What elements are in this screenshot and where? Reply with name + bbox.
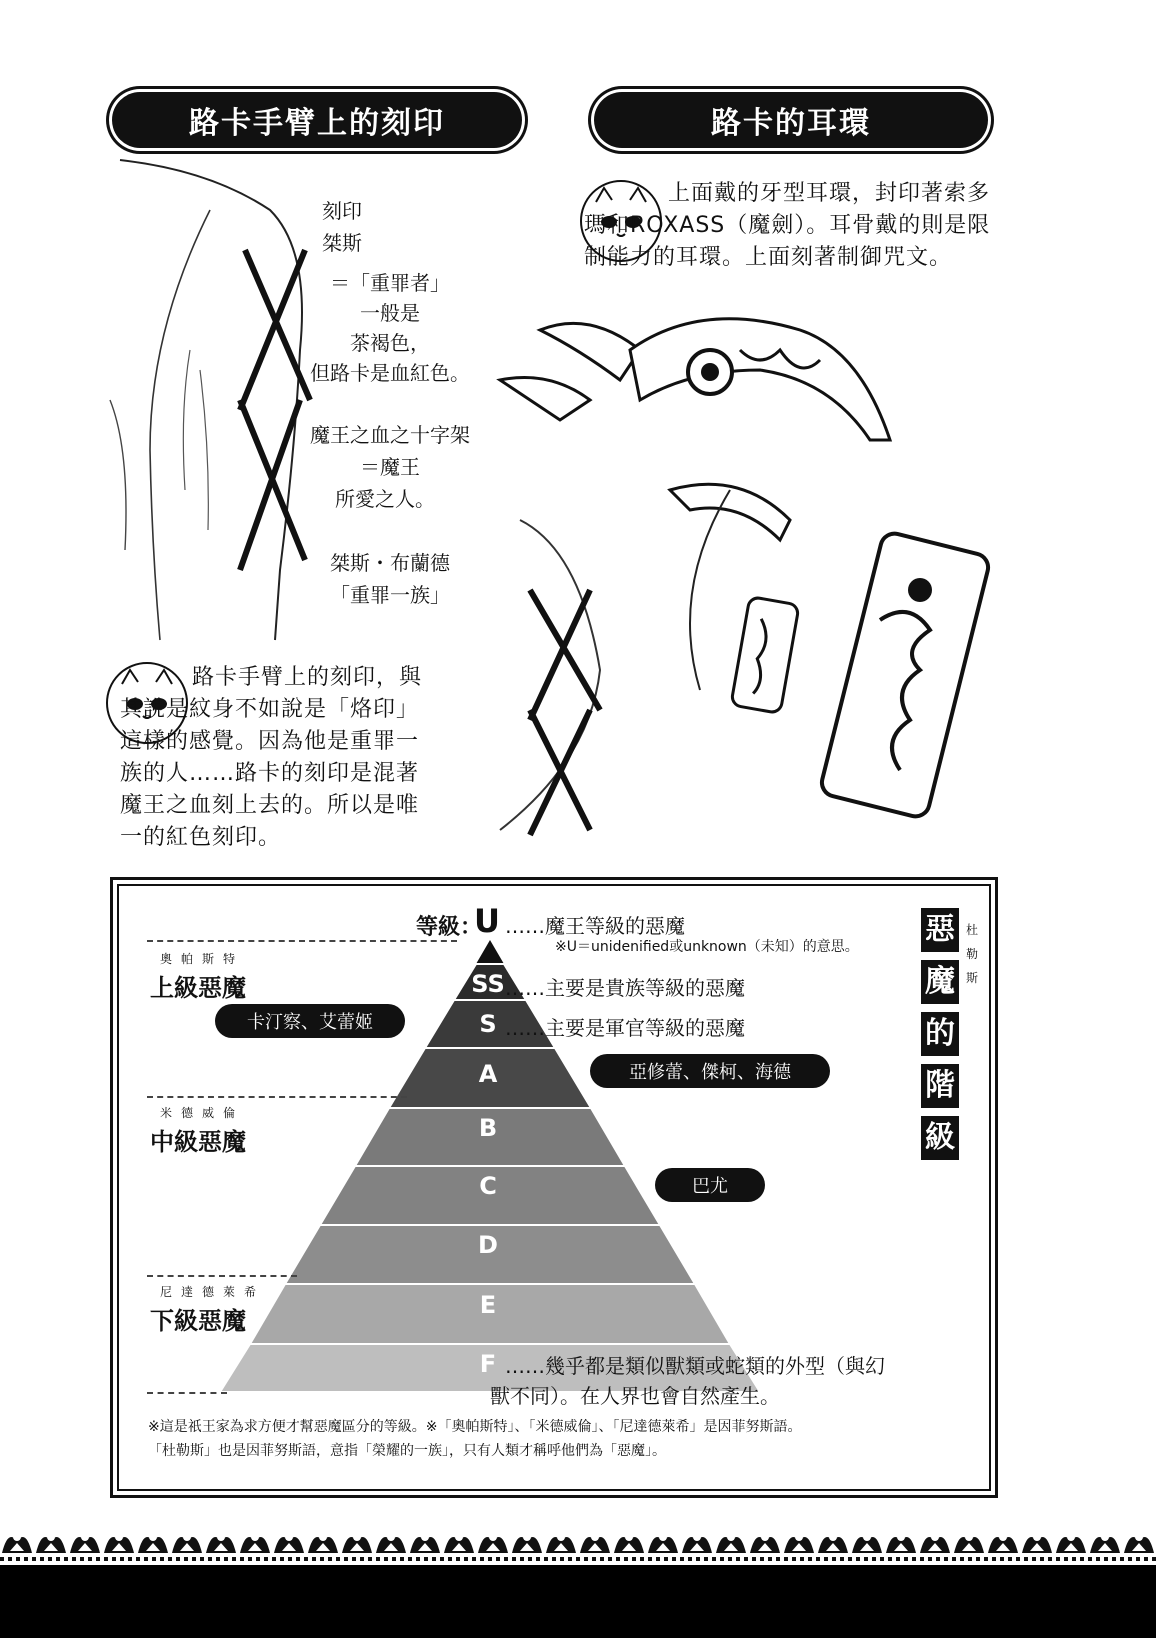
footnote-line1: ※這是祇王家為求方便才幫惡魔區分的等級。※「奧帕斯特」、「米德威倫」、「尼達德萊希」是因菲努斯語。 (148, 1419, 802, 1435)
side-title-4: 階 (921, 1064, 959, 1108)
rank-upper-ruby: 奧帕斯特 (160, 952, 245, 966)
pill-s-rank-names: 卡汀察、艾蕾姬 (215, 1004, 405, 1038)
top-rank-u: U (474, 902, 500, 940)
divider-upper (147, 940, 457, 942)
ss-description: ……主要是貴族等級的惡魔 (505, 976, 745, 1000)
footnote-line2: 「杜勒斯」也是因菲努斯語，意指「榮耀的一族」，只有人類才稱呼他們為「惡魔」。 (148, 1443, 666, 1459)
tier-ss: SS (471, 970, 505, 998)
pill-c-rank-names: 巴尤 (655, 1168, 765, 1202)
annotation-usually: 一般是 (360, 301, 420, 325)
rank-middle-ruby: 米德威倫 (160, 1106, 245, 1120)
u-description: ……魔王等級的惡魔 (505, 914, 685, 938)
tier-f: F (479, 1350, 497, 1378)
annotation-brown: 茶褐色， (350, 331, 430, 355)
arm-mark-description: 路卡手臂上的刻印，與其說是紋身不如說是「烙印」這樣的感覺。因為他是重罪一族的人……路卡的刻印是混著魔王之血刻上去的。所以是唯一的紅色刻印。 (120, 665, 423, 850)
f-description-line1: ……幾乎都是類似獸類或蛇類的外型（與幻 (505, 1354, 885, 1378)
title-earrings-text: 路卡的耳環 (711, 106, 871, 141)
title-arm-mark-text: 路卡手臂上的刻印 (189, 106, 445, 141)
title-earrings (594, 92, 988, 148)
lace-border (0, 1525, 1156, 1638)
annotation-mark: 刻印 (322, 199, 362, 223)
divider-lower (147, 1275, 297, 1277)
annotation-sinner-clan: 「重罪一族」 (330, 583, 450, 607)
u-note: ※U＝unidenified或unknown（未知）的意思。 (555, 939, 859, 955)
side-title-ruby: 杜勒斯 (966, 923, 979, 985)
tier-a: A (478, 1060, 498, 1088)
divider-bottom (147, 1392, 227, 1394)
annotation-jess-brand: 桀斯・布蘭德 (330, 551, 450, 575)
tier-s: S (479, 1010, 497, 1038)
rank-middle: 中級惡魔 (150, 1128, 246, 1156)
rank-lower-ruby: 尼達德萊希 (160, 1285, 266, 1299)
annotation-jess: 桀斯 (322, 231, 362, 255)
f-description-line2: 獸不同）。在人界也會自然產生。 (490, 1384, 780, 1408)
earring-description: 上面戴的牙型耳環，封印著索多瑪和ROXASS（魔劍）。耳骨戴的則是限制能力的耳環。上面刻著制御咒文。 (584, 181, 991, 270)
divider-middle (147, 1096, 407, 1098)
tier-e: E (479, 1291, 497, 1319)
tier-d: D (478, 1231, 498, 1259)
pill-a-rank-names: 亞修蕾、傑柯、海德 (590, 1054, 830, 1088)
side-title-5: 級 (921, 1116, 959, 1160)
earring-sketch (440, 290, 1020, 850)
s-description: ……主要是軍官等級的惡魔 (505, 1016, 745, 1040)
annotation-cross: 魔王之血之十字架 (310, 423, 470, 447)
annotation-blood-red: 但路卡是血紅色。 (310, 361, 470, 385)
grade-header: 等級： (416, 915, 483, 940)
tier-b: B (478, 1114, 498, 1142)
annotation-demon-king: ＝魔王 (360, 455, 420, 479)
tier-c: C (479, 1172, 497, 1200)
annotation-sinner: ＝「重罪者」 (330, 271, 450, 295)
side-title-3: 的 (921, 1012, 959, 1056)
title-arm-mark (112, 92, 522, 148)
annotation-beloved: 所愛之人。 (335, 487, 435, 511)
rank-lower: 下級惡魔 (150, 1307, 246, 1335)
rank-upper: 上級惡魔 (150, 974, 246, 1002)
side-title-2: 魔 (921, 960, 959, 1004)
side-title-1: 惡 (921, 908, 959, 952)
